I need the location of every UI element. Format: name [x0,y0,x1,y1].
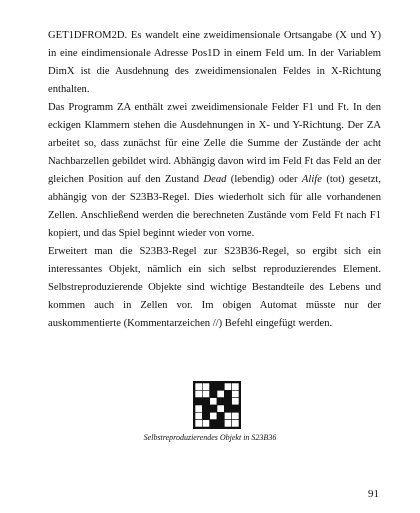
page-number: 91 [368,488,379,500]
self-replicating-pattern-figure [193,381,241,429]
paragraph-3 [48,243,381,333]
dead-cell [202,383,209,390]
term-alife: Alife [301,174,322,185]
live-cell [224,405,231,412]
live-cell [202,405,209,412]
dead-cell [224,412,231,419]
term-dead: Dead [203,174,227,185]
dead-cell [195,405,202,412]
paragraph-2 [48,99,381,243]
live-cell [195,398,202,405]
dead-cell [224,383,231,390]
live-cell [217,398,224,405]
live-cell [217,420,224,427]
live-cell [217,412,224,419]
dead-cell [202,390,209,397]
live-cell [202,412,209,419]
figure-caption: Selbstreproduzierendes Objekt in S23B36 [143,433,277,442]
live-cell [210,383,217,390]
dead-cell [195,390,202,397]
dead-cell [210,412,217,419]
paragraph-1-text: GET1DFROM2D. Es wandelt eine zweidimensionale Ortsangabe (X und Y) in eine eindimensionale Adresse Pos1D in einem Feld um. In der Variablem DimX ist die Ausdehnung des zweidimensionalen Feldes in X-Richtung enthalten. [48,30,381,95]
dead-cell [195,420,202,427]
paragraph-2-text-a: Das Programm ZA enthält zwei zweidimensionale Felder F1 und Ft. In den eckigen Klammern stehen die Ausdehnungen in X- und Y-Richtung. Der ZA arbeitet so, dass zunächst für eine Zelle die Summe der Zustände der acht Nachbarzellen gebildet wird. Abhängig davon wird im Feld Ft das Feld an der gleichen Position auf den Zustand [48,102,381,185]
paragraph-1 [48,27,381,99]
dead-cell [232,420,239,427]
dead-cell [210,398,217,405]
live-cell [224,390,231,397]
live-cell [210,390,217,397]
live-cell [210,420,217,427]
live-cell [232,405,239,412]
dead-cell [195,412,202,419]
live-cell [210,405,217,412]
live-cell [202,398,209,405]
dead-cell [232,398,239,405]
paragraph-2-text-c: (tot) gesetzt, abhängig von der S23B3-Regel. Dies wiederholt sich für alle vorhandenen Zellen. Anschließend werden die berechneten Zustände vom Feld Ft nach F1 kopiert, und das Spiel beginnt wieder von vorne. [48,174,381,239]
paragraph-3-text: Erweitert man die S23B3-Regel zur S23B36-Regel, so ergibt sich ein interessantes Objekt, nämlich ein sich selbst reproduzierendes Element. Selbstreproduzierende Objekte sind wichtige Bestandteile des Lebens und kommen auch in Zellen vor. Im obigen Automat müsste nur der auskommentierte (Kommentarzeichen //) Befehl eingefügt werden. [48,246,381,329]
body-text [48,27,381,333]
pattern-grid [195,383,239,427]
dead-cell [232,390,239,397]
dead-cell [232,412,239,419]
dead-cell [232,383,239,390]
dead-cell [224,420,231,427]
dead-cell [217,405,224,412]
dead-cell [195,383,202,390]
paragraph-2-text-b: (lebendig) oder [226,174,302,185]
live-cell [224,398,231,405]
live-cell [217,383,224,390]
dead-cell [202,420,209,427]
dead-cell [217,390,224,397]
